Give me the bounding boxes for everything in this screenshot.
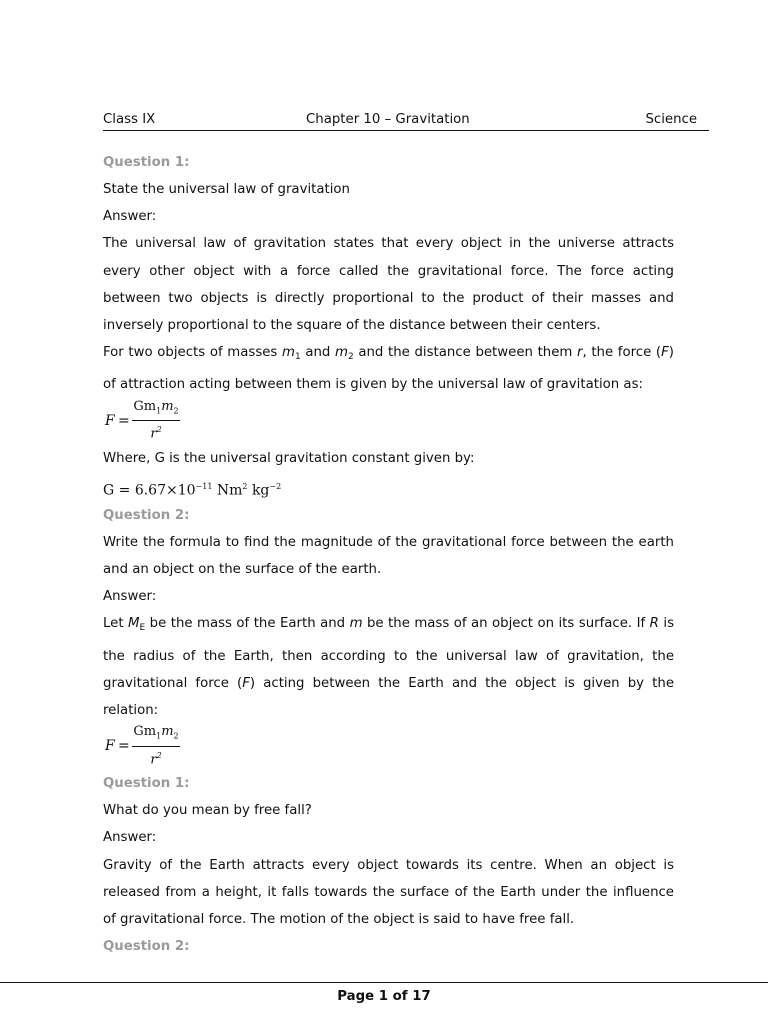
gravitation-formula: F = $\frac{Gm_1m_2}{r^2}$	[105, 398, 179, 442]
answer-line: every other object with a force called the gravitational force. The force acting	[103, 263, 674, 279]
answer-label: Answer:	[103, 209, 157, 225]
answer-line: Let $M_E$ be the mass of the Earth and m be the mass of an object on its surface. If R is	[103, 616, 674, 634]
header-subject: Science	[645, 112, 697, 127]
answer-line: of gravitational force. The motion of the object is said to have free fall.	[103, 912, 575, 928]
question-heading: Question 1:	[103, 155, 190, 170]
answer-line: of attraction acting between them is given by the universal law of gravitation as:	[103, 377, 643, 393]
page-header	[103, 112, 709, 131]
formula-fraction: $\frac{Gm_1m_2}{r^2}$	[133, 724, 179, 768]
answer-line: The universal law of gravitation states that every object in the universe attracts	[103, 236, 674, 252]
answer-line: between two objects is directly proportional to the product of their masses and	[103, 290, 674, 306]
question-heading: Question 2:	[103, 939, 190, 955]
question-heading: Question 2:	[103, 507, 190, 523]
question-text: State the universal law of gravitation	[103, 182, 350, 197]
answer-line: relation:	[103, 703, 159, 719]
formula-fraction: $\frac{Gm_1m_2}{r^2}$	[133, 398, 179, 442]
header-class: Class IX	[103, 112, 156, 127]
question-text: Write the formula to find the magnitude of the gravitational force between the earth	[103, 534, 674, 550]
answer-line: the radius of the Earth, then according to the universal law of gravitation, the	[103, 648, 674, 664]
page-number: Page 1 of 17	[337, 989, 431, 1004]
footer-divider	[0, 982, 768, 983]
answer-line: For two objects of masses $m_1$ and $m_2$ and the distance between them r, the force (F)	[103, 345, 674, 363]
header-chapter: Chapter 10 – Gravitation	[306, 112, 470, 127]
answer-line: Where, G is the universal gravitation constant given by:	[103, 450, 475, 466]
gravitation-formula: F = $\frac{Gm_1m_2}{r^2}$	[105, 724, 179, 768]
answer-line: inversely proportional to the square of the distance between their centers.	[103, 318, 601, 334]
question-heading: Question 1:	[103, 776, 190, 792]
answer-line: gravitational force (F) acting between the Earth and the object is given by the	[103, 675, 674, 691]
gravitation-constant: $G = 6.67\times 10^{-11}$ Nm$^2$ $kg^{-2}$	[103, 481, 282, 499]
question-text: What do you mean by free fall?	[103, 803, 312, 819]
answer-line: released from a height, it falls towards the surface of the Earth under the influence	[103, 884, 674, 900]
answer-label: Answer:	[103, 830, 157, 846]
answer-label: Answer:	[103, 589, 157, 605]
question-text: and an object on the surface of the earth.	[103, 562, 382, 578]
page-content	[103, 149, 674, 960]
answer-line: Gravity of the Earth attracts every object towards its centre. When an object is	[103, 857, 674, 873]
